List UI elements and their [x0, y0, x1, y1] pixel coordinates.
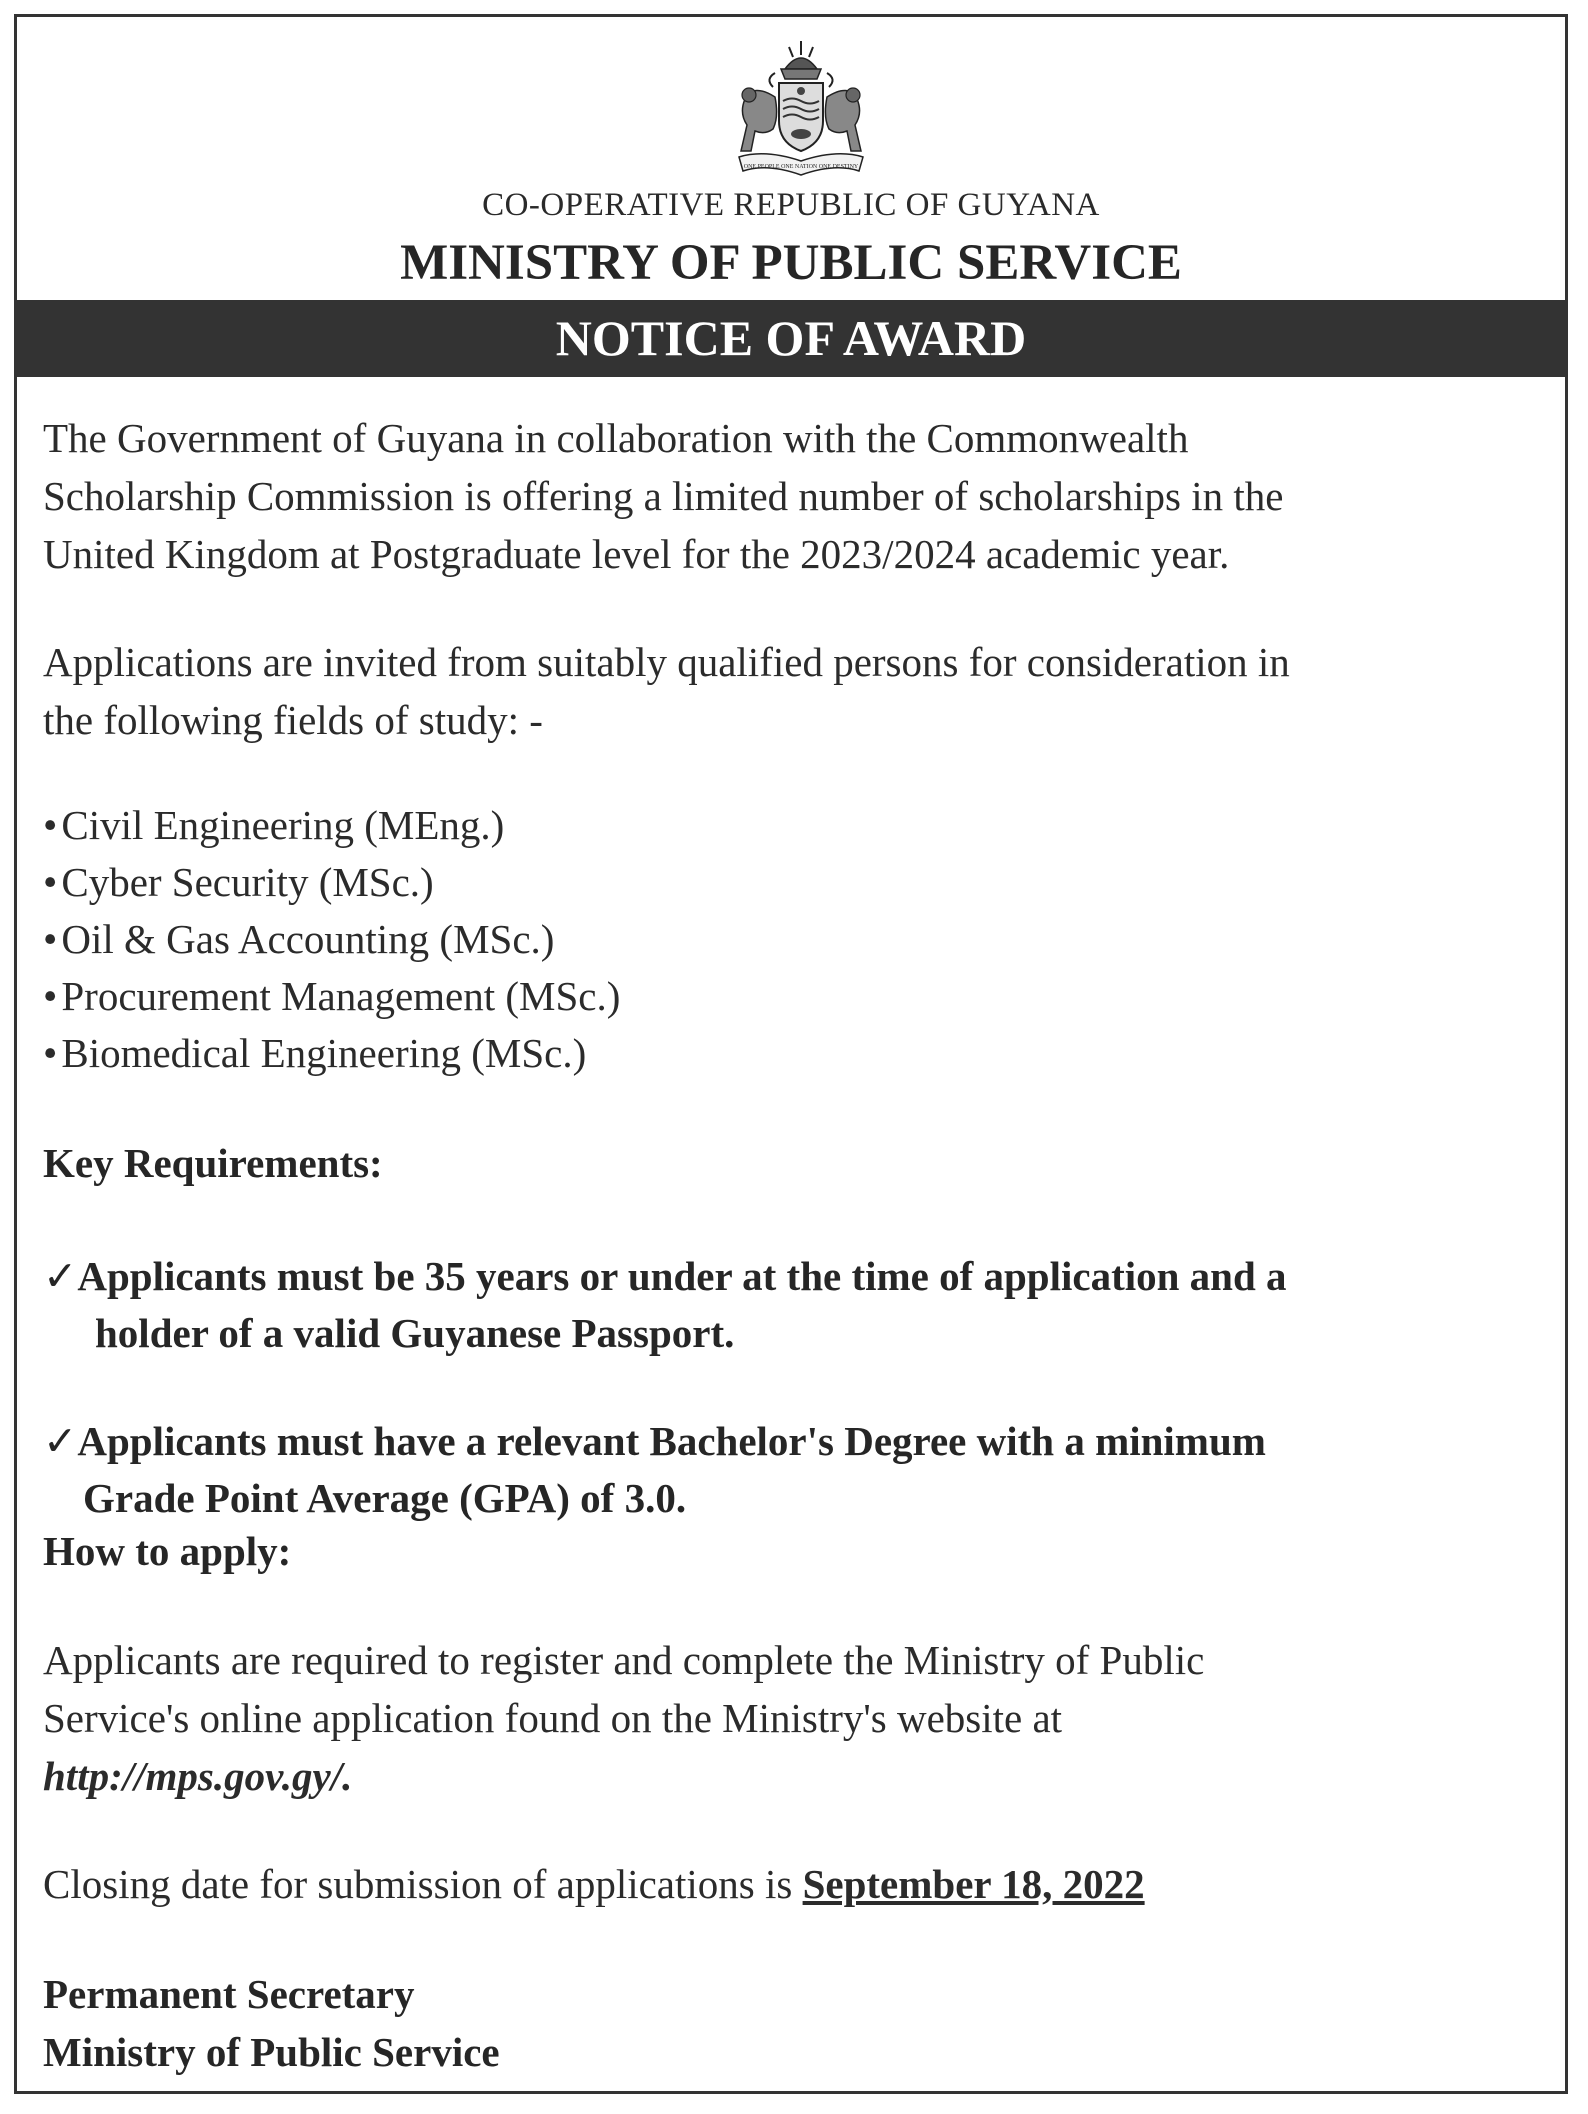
field-label: Cyber Security (MSc.) [61, 859, 434, 905]
requirement-line: holder of a valid Guyanese Passport. [95, 1310, 735, 1356]
requirement-item [43, 1248, 1553, 1362]
check-icon: ✓ [43, 1418, 78, 1464]
apply-paragraph [43, 1631, 1553, 1805]
field-label: Biomedical Engineering (MSc.) [61, 1030, 587, 1076]
list-item [43, 1025, 1553, 1082]
intro-line: The Government of Guyana in collaboration with the Commonwealth [43, 415, 1189, 461]
list-item [43, 854, 1553, 911]
country-name: CO-OPERATIVE REPUBLIC OF GUYANA [482, 187, 1100, 223]
requirement-line: Grade Point Average (GPA) of 3.0. [83, 1475, 687, 1521]
ministry-name: MINISTRY OF PUBLIC SERVICE [400, 235, 1182, 291]
closing-date: September 18, 2022 [802, 1861, 1145, 1907]
invite-line: Applications are invited from suitably qualified persons for consideration in [43, 639, 1290, 685]
how-to-apply-heading: How to apply: [43, 1528, 292, 1574]
field-label: Civil Engineering (MEng.) [61, 802, 505, 848]
apply-line: Applicants are required to register and complete the Ministry of Public [43, 1637, 1205, 1683]
requirement-line: Applicants must be 35 years or under at the time of application and a [77, 1253, 1287, 1299]
key-requirements-heading: Key Requirements: [43, 1140, 383, 1186]
requirement-item [43, 1413, 1553, 1527]
apply-line: Service's online application found on the Ministry's website at [43, 1695, 1063, 1741]
requirement-line: Applicants must have a relevant Bachelor's Degree with a minimum [77, 1418, 1266, 1464]
field-label: Oil & Gas Accounting (MSc.) [61, 916, 555, 962]
field-label: Procurement Management (MSc.) [61, 973, 621, 1019]
intro-line: Scholarship Commission is offering a limited number of scholarships in the [43, 473, 1284, 519]
signature-block [43, 1965, 500, 2081]
closing-text: Closing date for submission of applications is [43, 1861, 803, 1907]
invite-line: the following fields of study: - [43, 697, 543, 743]
intro-paragraph [43, 409, 1553, 583]
signatory-org: Ministry of Public Service [43, 2029, 500, 2075]
check-icon: ✓ [43, 1253, 78, 1299]
list-item [43, 797, 1553, 854]
invite-paragraph [43, 633, 1553, 749]
crest-motto: ONE PEOPLE ONE NATION ONE DESTINY [743, 164, 859, 170]
list-item [43, 968, 1553, 1025]
list-item [43, 911, 1553, 968]
ministry-website-link[interactable]: http://mps.gov.gy/. [43, 1753, 353, 1799]
fields-of-study-list [43, 797, 1553, 1082]
intro-line: United Kingdom at Postgraduate level for the 2023/2024 academic year. [43, 531, 1230, 577]
signatory-title: Permanent Secretary [43, 1971, 415, 2017]
notice-title-banner: NOTICE OF AWARD [17, 300, 1565, 377]
coat-of-arms-icon [725, 39, 877, 181]
notice-header [17, 17, 1565, 297]
notice-frame [14, 14, 1568, 2094]
closing-date-paragraph [43, 1855, 1553, 1913]
